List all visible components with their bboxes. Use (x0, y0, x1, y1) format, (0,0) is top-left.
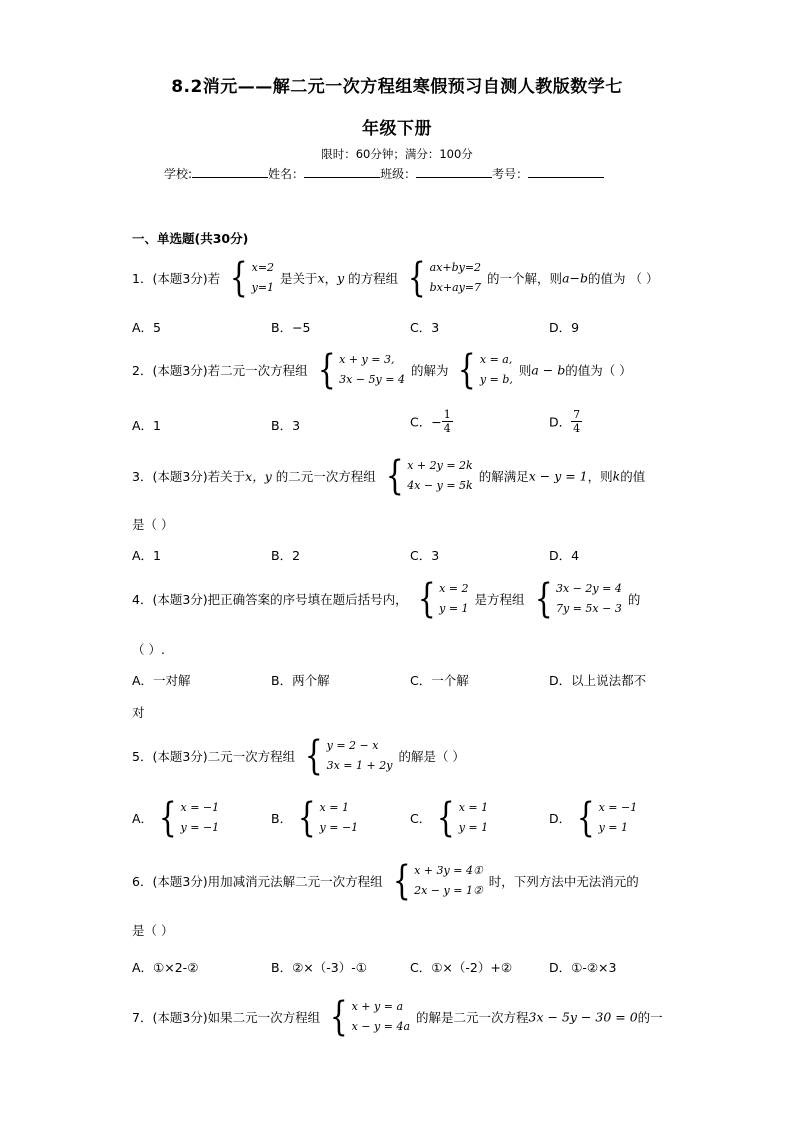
name-label: 姓名： (268, 167, 305, 181)
question-1: 1．(本题3分)若 { x=2 y=1 是关于x，y 的方程组 { ax+by=2 bx+ay=7 的一个解，则a−b的值为 （ ） (132, 255, 659, 301)
option-c[interactable]: C．3 (410, 320, 440, 335)
equation-system: { x = 2 y = 1 (417, 576, 469, 622)
option-b[interactable]: B．3 (271, 418, 301, 433)
question-4-line2: （ ）. (132, 642, 165, 657)
equation-system: { x=2 y=1 (229, 255, 275, 301)
option-d[interactable]: D． $\frac{7}{4}$ (549, 408, 581, 435)
option-c[interactable]: C．①×（-2）+② (410, 960, 513, 975)
page-title-line2: 年级下册 (362, 119, 432, 139)
question-2: 2．(本题3分)若二元一次方程组 { x + y = 3, 3x − 5y = 4 的解为 { x = a, y = b, 则a − b的值为（ ） (132, 347, 632, 393)
option-a[interactable]: A．1 (132, 548, 162, 563)
option-d[interactable]: D．①-②×3 (549, 960, 617, 975)
question-5: 5．(本题3分)二元一次方程组 { y = 2 − x 3x = 1 + 2y 的解是（ ） (132, 733, 465, 779)
option-c[interactable]: C． { x = 1 y = 1 (410, 795, 489, 841)
equation-system: { x + y = 3, 3x − 5y = 4 (317, 347, 405, 393)
equation-system: { 3x − 2y = 4 7y = 5x − 3 (534, 576, 622, 622)
option-b[interactable]: B． { x = 1 y = −1 (271, 795, 359, 841)
class-label: 班级： (380, 167, 417, 181)
option-b[interactable]: B．2 (271, 548, 301, 563)
question-7: 7．(本题3分)如果二元一次方程组 { x + y = a x − y = 4a 的解是二元一次方程3x − 5y − 30 = 0的一 (132, 994, 663, 1040)
option-a[interactable]: A． { x = −1 y = −1 (132, 795, 220, 841)
option-b[interactable]: B．两个解 (271, 673, 330, 688)
school-label: 学校: (164, 167, 193, 181)
option-c[interactable]: C．一个解 (410, 673, 469, 688)
equation-system: { x = a, y = b, (458, 347, 513, 393)
name-blank[interactable] (304, 165, 380, 178)
time-score-limit: 限时：60分钟；满分：100分 (321, 147, 473, 161)
question-4: 4．(本题3分)把正确答案的序号填在题后括号内， { x = 2 y = 1 是方程组 { 3x − 2y = 4 7y = 5x − 3 的 (132, 576, 641, 622)
equation-system: { x + 2y = 2k 4x − y = 5k (385, 453, 473, 499)
question-6-line2: 是（ ） (132, 923, 174, 938)
option-a[interactable]: A．1 (132, 418, 162, 433)
option-d[interactable]: D．9 (549, 320, 580, 335)
number-label: 考号： (492, 167, 529, 181)
number-blank[interactable] (528, 165, 604, 178)
equation-system: { y = 2 − x 3x = 1 + 2y (304, 733, 393, 779)
option-d[interactable]: D．4 (549, 548, 580, 563)
section-title: 一、单选题(共30分) (132, 231, 249, 246)
class-blank[interactable] (416, 165, 492, 178)
equation-system: { x + 3y = 4① 2x − y = 1② (392, 858, 483, 904)
student-info-row (164, 165, 604, 182)
option-d[interactable]: D．以上说法都不 (549, 673, 647, 688)
option-d-wrap: 对 (132, 705, 145, 720)
question-3: 3．(本题3分)若关于x，y 的二元一次方程组 { x + 2y = 2k 4x − y = 5k 的解满足x − y = 1，则k的值 (132, 453, 646, 499)
question-3-line2: 是（ ） (132, 517, 174, 532)
page-title-line1: 8.2消元——解二元一次方程组寒假预习自测人教版数学七 (171, 77, 623, 97)
option-b[interactable]: B．②×（-3）-① (271, 960, 367, 975)
school-blank[interactable] (192, 165, 268, 178)
option-a[interactable]: A．5 (132, 320, 162, 335)
option-b[interactable]: B．−5 (271, 320, 311, 335)
equation-system: { x + y = a x − y = 4a (329, 994, 411, 1040)
option-c[interactable]: C．− $\frac{1}{4}$ (410, 408, 451, 435)
option-c[interactable]: C．3 (410, 548, 440, 563)
option-d[interactable]: D． { x = −1 y = 1 (549, 795, 638, 841)
option-a[interactable]: A．①×2-② (132, 960, 199, 975)
equation-system: { ax+by=2 bx+ay=7 (407, 255, 482, 301)
option-a[interactable]: A．一对解 (132, 673, 191, 688)
question-6: 6．(本题3分)用加减消元法解二元一次方程组 { x + 3y = 4① 2x − y = 1② 时，下列方法中无法消元的 (132, 858, 639, 904)
